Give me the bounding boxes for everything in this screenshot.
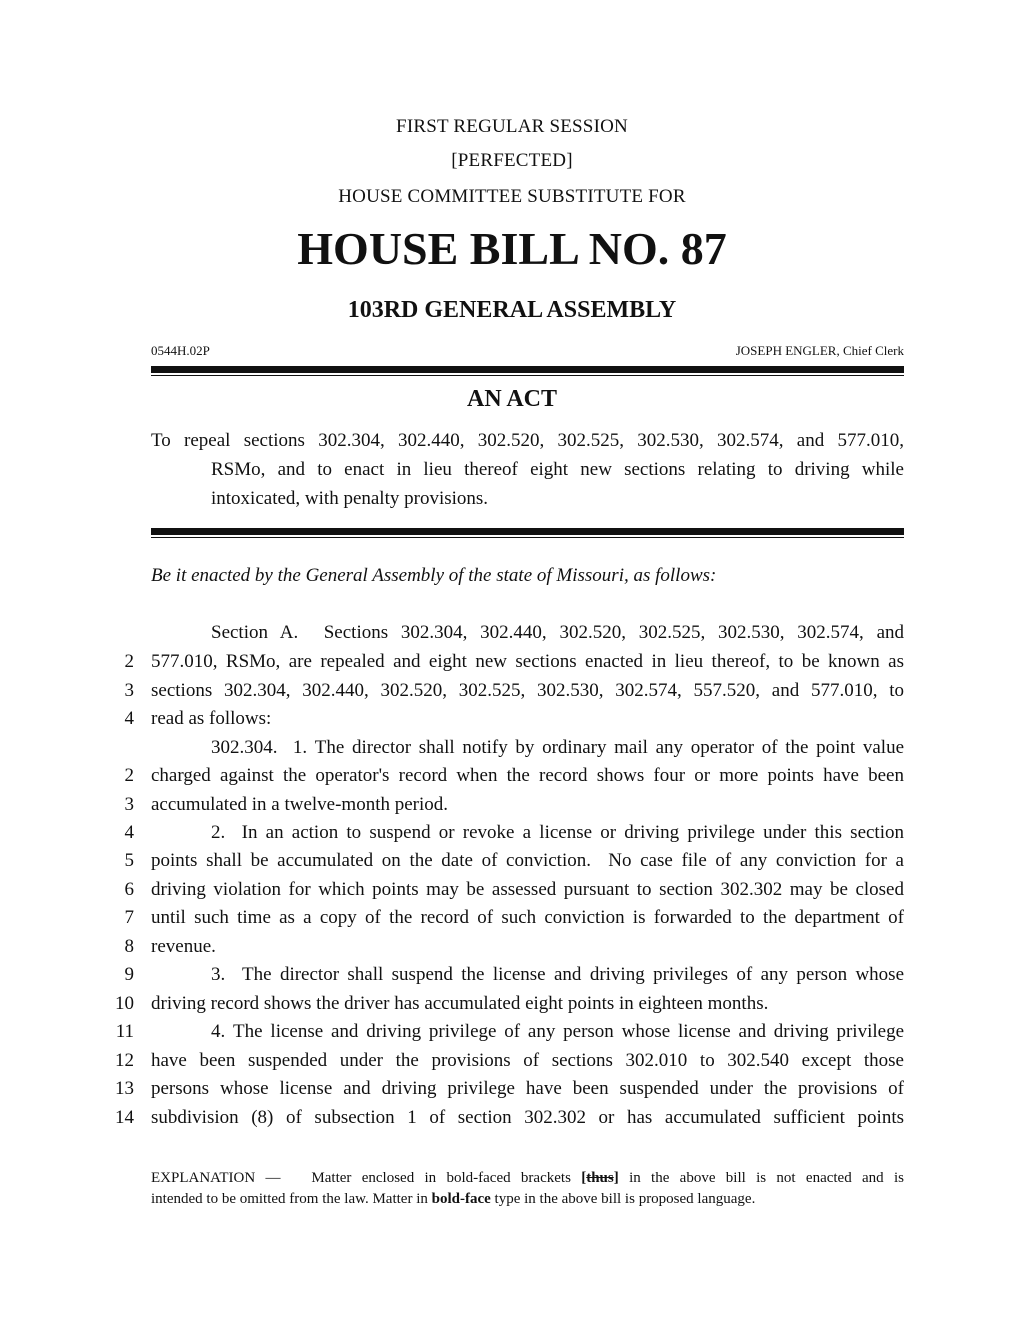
line-number: 2 [124, 651, 134, 672]
line-number: 12 [115, 1050, 134, 1071]
document-code: 0544H.02P [151, 343, 210, 358]
sec302304-line-5: points shall be accumulated on the date of conviction. No case file of any conviction for a [151, 850, 904, 871]
status-label: [PERFECTED] [451, 150, 573, 171]
struck-example: thus [586, 1170, 614, 1186]
explanation-line-1 [151, 1170, 904, 1187]
sec302304-line-6: driving violation for which points may be assessed pursuant to section 302.302 may be closed [151, 879, 904, 900]
header-rule-thin [151, 375, 904, 376]
line-number: 6 [124, 879, 134, 900]
line-number: 11 [115, 1021, 134, 1042]
sec302304-line-8: revenue. [151, 936, 216, 957]
line-number: 13 [115, 1078, 134, 1099]
line-number: 10 [115, 993, 134, 1014]
section-a-line-4: read as follows: [151, 708, 272, 729]
sec302304-line-10: driving record shows the driver has accumulated eight points in eighteen months. [151, 993, 769, 1014]
explanation-label: EXPLANATION — [151, 1170, 281, 1186]
enacting-clause: Be it enacted by the General Assembly of the state of Missouri, as follows: [151, 565, 717, 586]
sec302304-line-13: persons whose license and driving privilege have been suspended under the provisions of [151, 1078, 904, 1099]
act-title-line-3: intoxicated, with penalty provisions. [211, 488, 489, 509]
line-number: 3 [124, 794, 134, 815]
explanation-text-3: intended to be omitted from the law. Matter in [151, 1191, 428, 1207]
line-number: 4 [124, 708, 134, 729]
section-a-line-2: 577.010, RSMo, are repealed and eight new sections enacted in lieu thereof, to be known as [151, 651, 904, 672]
line-number: 2 [124, 765, 134, 786]
sec302304-line-12: have been suspended under the provisions of sections 302.010 to 302.540 except those [151, 1050, 904, 1071]
session-label: FIRST REGULAR SESSION [396, 116, 628, 137]
line-number: 14 [115, 1107, 134, 1128]
title-rule-thin [151, 537, 904, 538]
sec302304-line-4: 2. In an action to suspend or revoke a license or driving privilege under this section [211, 822, 904, 843]
line-number: 4 [124, 822, 134, 843]
assembly-label: 103RD GENERAL ASSEMBLY [347, 297, 677, 323]
sec302304-line-7: until such time as a copy of the record of such conviction is forwarded to the department of [151, 907, 904, 928]
act-title-line-1: To repeal sections 302.304, 302.440, 302.520, 302.525, 302.530, 302.574, and 577.010, [151, 430, 904, 451]
sec302304-line-3: accumulated in a twelve-month period. [151, 794, 449, 815]
section-a-line-3: sections 302.304, 302.440, 302.520, 302.525, 302.530, 302.574, 557.520, and 577.010, to [151, 680, 904, 701]
sec302304-line-14: subdivision (8) of subsection 1 of section 302.302 or has accumulated sufficient points [151, 1107, 904, 1128]
explanation-line-2 [151, 1191, 755, 1208]
line-number: 3 [124, 680, 134, 701]
sec302304-line-11: 4. The license and driving privilege of any person whose license and driving privilege [211, 1021, 904, 1042]
act-heading: AN ACT [466, 386, 557, 412]
bracket-open: [ [581, 1170, 587, 1186]
section-a-line-1: Section A. Sections 302.304, 302.440, 302.520, 302.525, 302.530, 302.574, and [211, 622, 904, 643]
substitute-label: HOUSE COMMITTEE SUBSTITUTE FOR [338, 186, 686, 207]
title-rule-thick [151, 528, 904, 535]
line-number: 9 [124, 964, 134, 985]
sec302304-line-9: 3. The director shall suspend the license and driving privileges of any person whose [211, 964, 904, 985]
bracket-close: ] [613, 1170, 619, 1186]
act-title-line-2: RSMo, and to enact in lieu thereof eight new sections relating to driving while [211, 459, 904, 480]
line-number: 7 [124, 907, 134, 928]
bill-number: HOUSE BILL NO. 87 [297, 223, 727, 274]
chief-clerk: JOSEPH ENGLER, Chief Clerk [735, 343, 904, 358]
bold-face-example: bold-face [431, 1191, 491, 1207]
explanation-text-1: Matter enclosed in bold-faced brackets [311, 1170, 571, 1186]
line-number: 5 [124, 850, 134, 871]
sec302304-line-2: charged against the operator's record when the record shows four or more points have been [151, 765, 904, 786]
header-rule-thick [151, 366, 904, 373]
explanation-text-4: type in the above bill is proposed language. [494, 1191, 756, 1207]
line-number: 8 [124, 936, 134, 957]
explanation-text-2: in the above bill is not enacted and is [629, 1170, 904, 1186]
sec302304-line-1: 302.304. 1. The director shall notify by ordinary mail any operator of the point value [211, 737, 904, 758]
